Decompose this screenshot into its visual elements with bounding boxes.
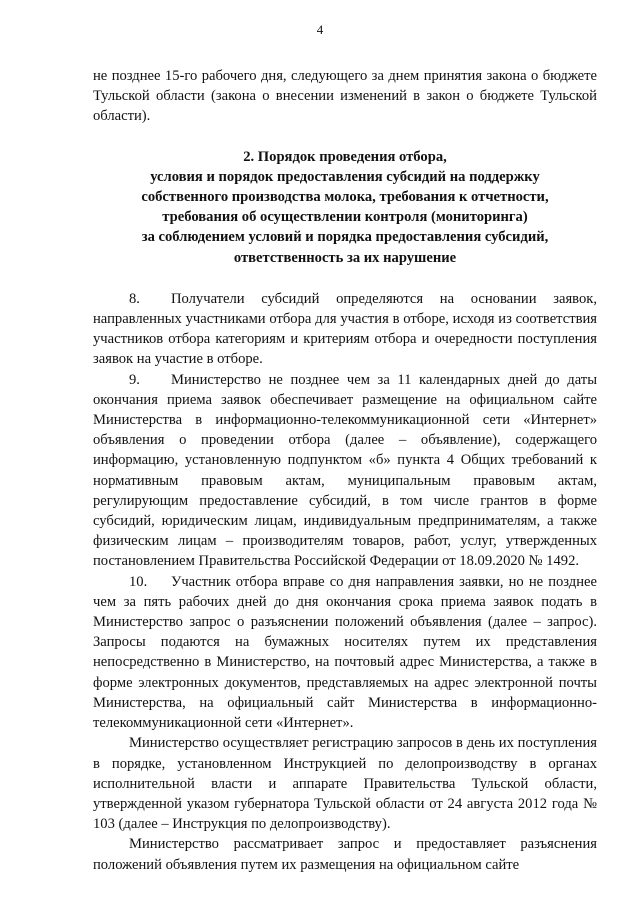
paragraph-registration: Министерство осуществляет регистрацию запросов в день их поступления в порядке, установленном Инструкцией по делопроизводству в органах исполнительной власти и аппарате Правительства Тульской области, утвержденной указом губернатора Тульской области от 24 августа 2012 года № 103 (далее – Инструкция по делопроизводству). bbox=[93, 735, 597, 833]
section-heading-line: требования об осуществлении контроля (мониторинга) bbox=[162, 209, 528, 226]
paragraph-number: 9. bbox=[129, 371, 140, 388]
intro-paragraph: не позднее 15-го рабочего дня, следующего за днем принятия закона о бюджете Тульской области (закона о внесении изменений в закон о бюджете Тульской области). bbox=[93, 68, 597, 125]
document-body bbox=[93, 66, 597, 875]
paragraph-9 bbox=[93, 370, 597, 572]
paragraph-number: 10. bbox=[129, 573, 148, 590]
paragraph-text: Получатели субсидий определяются на основании заявок, направленных участниками отбора для участия в отборе, исходя из соответствия участников отбора категориям и критериям отбора и очередности поступления заявок на участие в отборе. bbox=[93, 290, 597, 368]
paragraph-8 bbox=[93, 289, 597, 370]
section-heading-line: собственного производства молока, требования к отчетности, bbox=[141, 189, 549, 206]
section-heading-line: ответственность за их нарушение bbox=[233, 249, 457, 266]
page-number: 4 bbox=[316, 22, 324, 37]
paragraph-text: Участник отбора вправе со дня направления заявки, но не позднее чем за пять рабочих дней до дня окончания срока приема заявок подать в Министерство запрос о разъяснении положений объявления (далее – запрос). Запросы подаются на бумажных носителях путем их представления непосредственно в Министерство, на почтовый адрес Министерства, а также в форме электронных документов, представляемых на адрес электронной почты Министерства, на официальный сайт Министерства в информационно-телекоммуникационной сети «Интернет». bbox=[93, 573, 597, 732]
section-heading-line: за соблюдением условий и порядка предоставления субсидий, bbox=[141, 229, 549, 246]
paragraph-text: Министерство не позднее чем за 11 календарных дней до даты окончания приема заявок обеспечивает размещение на официальном сайте Министерства в информационно-телекоммуникационной сети «Интернет» объявления о проведении отбора (далее – объявление), содержащего информацию, установленную подпунктом «б» пункта 4 Общих требований к нормативным правовым актам, муниципальным правовым актам, регулирующим предоставление субсидий, в том числе грантов в форме субсидий, юридическим лицам, индивидуальным предпринимателям, а также физическим лицам – производителям товаров, работ, услуг, утвержденных постановлением Правительства Российской Федерации от 18.09.2020 № 1492. bbox=[93, 371, 597, 570]
section-heading-line: 2. Порядок проведения отбора, bbox=[243, 148, 447, 165]
paragraph-10 bbox=[93, 572, 597, 734]
section-heading-line: условия и порядок предоставления субсидий на поддержку bbox=[150, 168, 540, 185]
section-heading bbox=[93, 147, 597, 268]
paragraph-number: 8. bbox=[129, 290, 140, 307]
paragraph-review: Министерство рассматривает запрос и предоставляет разъяснения положений объявления путем их размещения на официальном сайте bbox=[93, 836, 597, 873]
